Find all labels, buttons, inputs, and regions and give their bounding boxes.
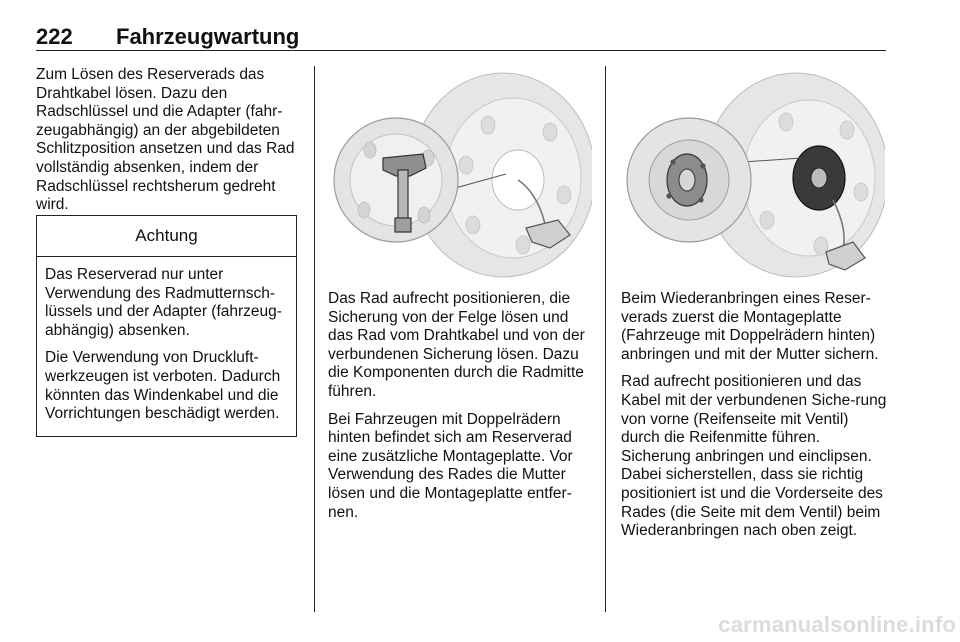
column-left — [36, 66, 300, 224]
column-right — [621, 290, 889, 550]
warning-body — [37, 257, 296, 424]
body-paragraph: Das Rad aufrecht positionieren, die Sicherung von der Felge lösen und das Rad vom Drahtkabel und von der verbundenen Sicherung lösen. Dazu die Komponenten durch die Radmitte führen. — [328, 290, 585, 400]
page-number: 222 — [36, 24, 73, 49]
warning-box — [36, 215, 297, 437]
body-paragraph: Zum Lösen des Reserverads das Drahtkabel lösen. Dazu den Radschlüssel und die Adapter (fahr-zeugabhängig) an der abgebildeten Schlitzposition ansetzen und das Rad vollständig absenken, indem der Radschlüssel rechtsherum gedreht wird. — [36, 66, 295, 214]
column-divider — [314, 66, 315, 612]
mounting-plate-illustration — [621, 70, 885, 278]
column-middle — [328, 290, 592, 531]
warning-paragraph: Die Verwendung von Druckluft-werkzeugen ist verboten. Dadurch könnten das Windenkabel und die Vorrichtungen beschädigt werden. — [45, 349, 281, 423]
spare-wheel-release-illustration — [328, 70, 592, 278]
warning-paragraph: Das Reserverad nur unter Verwendung des Radmutternsch-lüssels und der Adapter (fahrzeug-abhängig) absenken. — [45, 266, 282, 339]
page-header — [36, 24, 886, 50]
body-paragraph: Rad aufrecht positionieren und das Kabel mit der verbundenen Siche-rung von vorne (Reifenseite mit Ventil) durch die Reifenmitte führen. Sicherung anbringen und einclipsen. Dabei sicherstellen, dass sie richtig positioniert ist und die Vorderseite des Rades (die Seite mit dem Ventil) beim Wiederanbringen nach oben zeigt. — [621, 373, 887, 540]
column-divider — [605, 66, 606, 612]
watermark: carmanualsonline.info — [718, 612, 956, 637]
header-rule — [36, 50, 886, 51]
chapter-title: Fahrzeugwartung — [116, 24, 300, 49]
warning-title: Achtung — [37, 216, 296, 257]
body-paragraph: Beim Wiederanbringen eines Reser-verads zuerst die Montageplatte (Fahrzeuge mit Doppelrädern hinten) anbringen und mit der Mutter sichern. — [621, 290, 879, 363]
body-paragraph: Bei Fahrzeugen mit Doppelrädern hinten befindet sich am Reserverad eine zusätzliche Montageplatte. Vor Verwendung des Rades die Mutter lösen und die Montageplatte entfer-nen. — [328, 410, 573, 521]
